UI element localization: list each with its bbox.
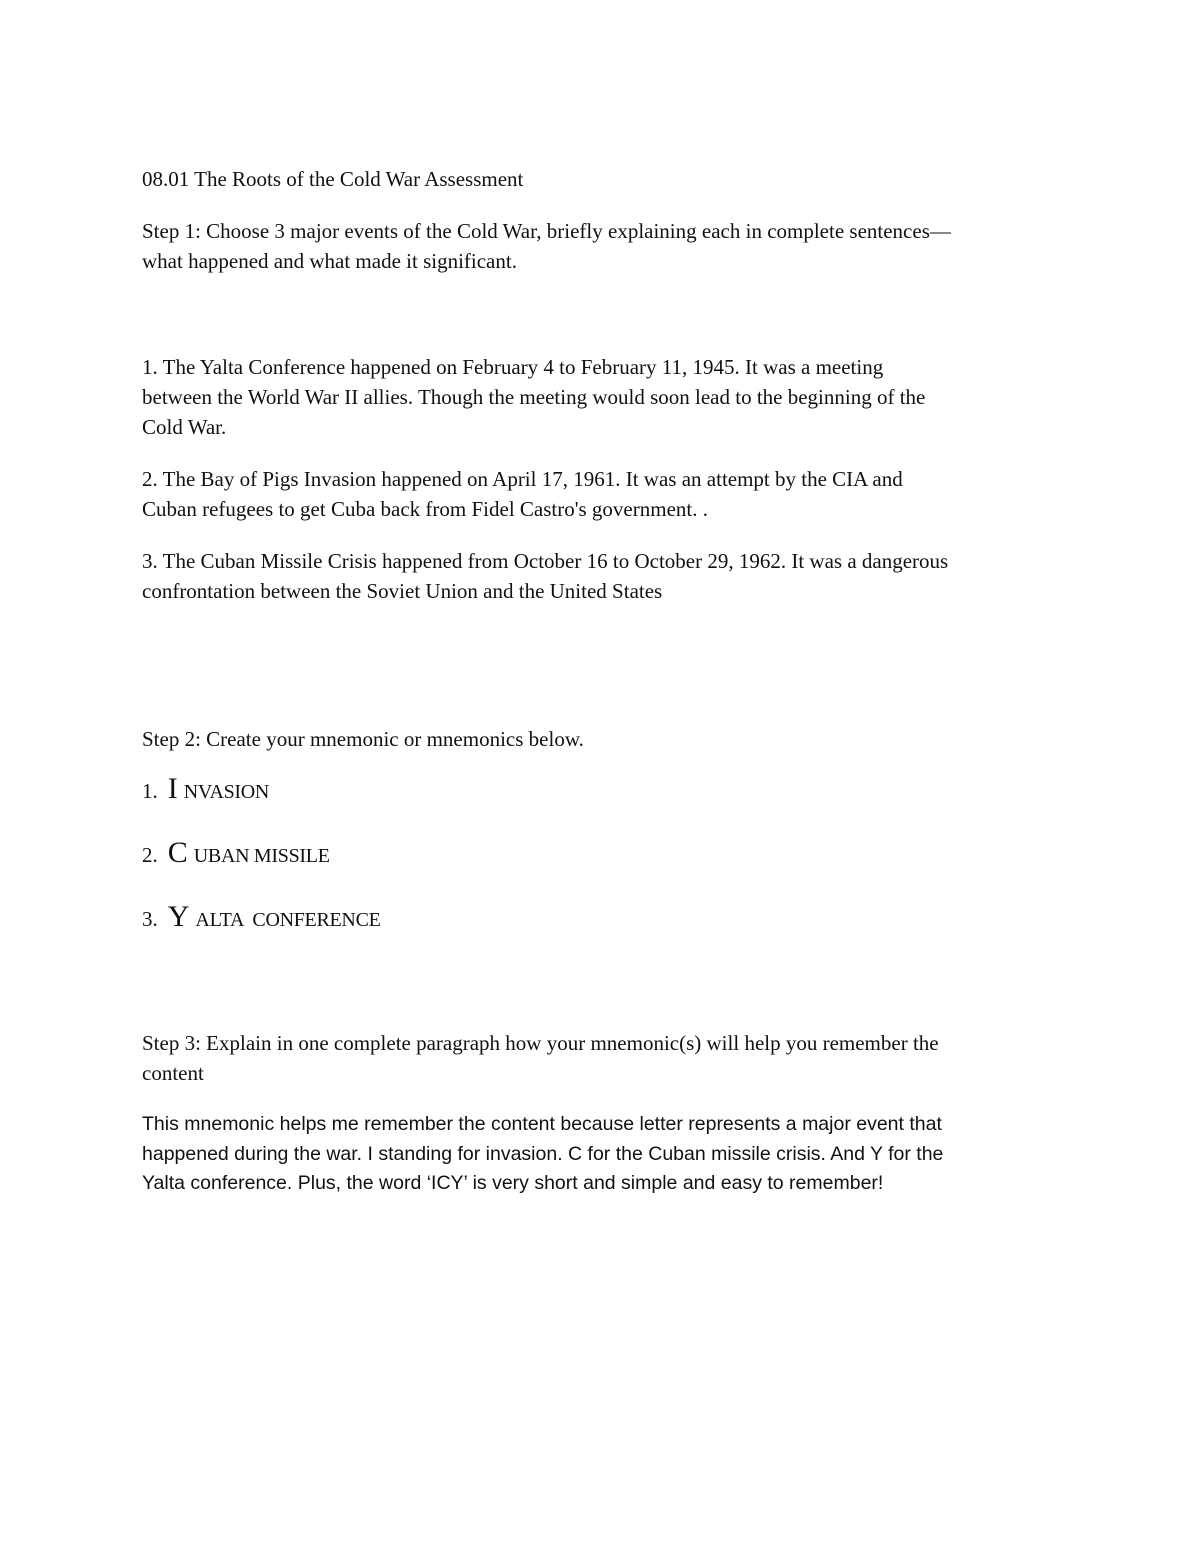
step3-instructions — [142, 1028, 1062, 1088]
mnemonic-number: 3. — [142, 907, 158, 931]
answer-line: happened during the war. I standing for invasion. C for the Cuban missile crisis. And Y for the — [142, 1142, 944, 1165]
mnemonic-letter: Y — [167, 900, 190, 933]
step2-heading: Step 2: Create your mnemonic or mnemonics below. — [142, 727, 584, 751]
event-item-yalta — [142, 352, 1062, 442]
mnemonic-item — [142, 902, 1062, 966]
event-line: 1. The Yalta Conference happened on February 4 to February 11, 1945. It was a meeting — [142, 355, 884, 379]
mnemonic-list — [142, 774, 1062, 966]
step3-answer-paragraph — [142, 1110, 1062, 1199]
event-line: Cuban refugees to get Cuba back from Fidel Castro's government. . — [142, 497, 708, 521]
event-item-cuban-missile-crisis — [142, 546, 1062, 606]
step3-line: content — [142, 1061, 204, 1085]
step1-line: Step 1: Choose 3 major events of the Cold War, briefly explaining each in complete sentences— — [142, 219, 951, 243]
mnemonic-word: ALTA CONFERENCE — [195, 909, 381, 931]
document-page — [142, 164, 1062, 1199]
events-list — [142, 352, 1062, 606]
mnemonic-item — [142, 838, 1062, 902]
event-line: Cold War. — [142, 415, 227, 439]
document-title: 08.01 The Roots of the Cold War Assessment — [142, 167, 524, 191]
step3-line: Step 3: Explain in one complete paragraph how your mnemonic(s) will help you remember the — [142, 1031, 939, 1055]
mnemonic-item — [142, 774, 1062, 838]
mnemonic-number: 2. — [142, 843, 158, 867]
mnemonic-word: NVASION — [183, 781, 270, 803]
mnemonic-word: UBAN MISSILE — [193, 845, 330, 867]
step1-line: what happened and what made it significant. — [142, 249, 517, 273]
answer-line: Yalta conference. Plus, the word ‘ICY’ is very short and simple and easy to remember! — [142, 1172, 884, 1194]
event-item-bay-of-pigs — [142, 464, 1062, 524]
event-line: confrontation between the Soviet Union and the United States — [142, 579, 663, 603]
event-line: 3. The Cuban Missile Crisis happened from October 16 to October 29, 1962. It was a dangerous — [142, 549, 949, 573]
step1-instructions — [142, 216, 1062, 276]
mnemonic-letter: C — [167, 836, 188, 869]
mnemonic-number: 1. — [142, 779, 158, 803]
mnemonic-letter: I — [167, 772, 178, 805]
event-line: between the World War II allies. Though the meeting would soon lead to the beginning of the — [142, 385, 926, 409]
answer-line: This mnemonic helps me remember the content because letter represents a major event that — [142, 1113, 942, 1135]
event-line: 2. The Bay of Pigs Invasion happened on April 17, 1961. It was an attempt by the CIA and — [142, 467, 903, 491]
